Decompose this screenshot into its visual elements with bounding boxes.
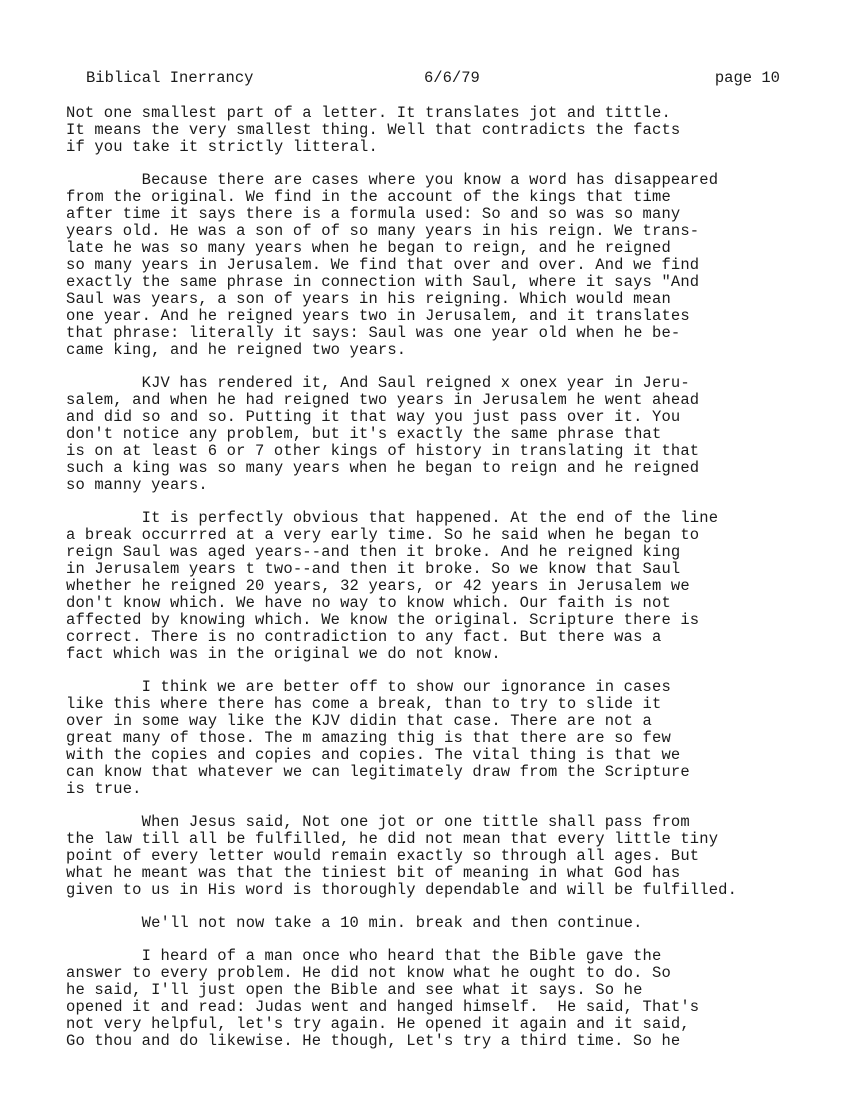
text-line: exactly the same phrase in connection with Saul, where it says "And [66,273,700,291]
text-line: the law till all be fulfilled, he did not mean that every little tiny [66,830,719,848]
text-line: I think we are better off to show our ignorance in cases [66,678,671,696]
text-line: can know that whatever we can legitimately draw from the Scripture [66,763,690,781]
text-line: fact which was in the original we do not know. [66,645,501,663]
paragraph-gap [66,932,806,948]
paragraph [66,915,806,932]
text-line: and did so and so. Putting it that way you just pass over it. You [66,408,681,426]
text-line: don't know which. We have no way to know which. Our faith is not [66,594,671,612]
text-line: reign Saul was aged years--and then it broke. And he reigned king [66,543,681,561]
text-line: Not one smallest part of a letter. It translates jot and tittle. [66,104,671,122]
paragraph-gap [66,663,806,679]
paragraph [66,510,806,663]
text-line: is true. [66,780,142,798]
paragraph-gap [66,798,806,814]
paragraph [66,105,806,156]
paragraph-gap [66,899,806,915]
text-line: with the copies and copies and copies. The vital thing is that we [66,746,681,764]
text-line: that phrase: literally it says: Saul was one year old when he be- [66,324,681,342]
text-line: came king, and he reigned two years. [66,341,407,359]
header-page-number: page 10 [714,69,780,87]
paragraph [66,948,806,1050]
text-line: point of every letter would remain exactly so through all ages. But [66,847,700,865]
text-line: correct. There is no contradiction to any fact. But there was a [66,628,662,646]
text-line: what he meant was that the tiniest bit of meaning in what God has [66,864,681,882]
paragraph [66,814,806,899]
text-line: is on at least 6 or 7 other kings of history in translating it that [66,442,700,460]
text-line: a break occurrred at a very early time. So he said when he began to [66,526,700,544]
paragraph-gap [66,359,806,375]
text-line: KJV has rendered it, And Saul reigned x onex year in Jeru- [66,374,690,392]
text-line: one year. And he reigned years two in Jerusalem, and it translates [66,307,690,325]
text-line: if you take it strictly litteral. [66,138,378,156]
text-line: It means the very smallest thing. Well that contradicts the facts [66,121,681,139]
text-line: over in some way like the KJV didin that case. There are not a [66,712,652,730]
text-line: don't notice any problem, but it's exactly the same phrase that [66,425,662,443]
text-line: given to us in His word is thoroughly dependable and will be fulfilled. [66,881,738,899]
paragraph-gap [66,494,806,510]
text-line: in Jerusalem years t two--and then it broke. So we know that Saul [66,560,681,578]
header-date: 6/6/79 [424,69,480,87]
text-line: whether he reigned 20 years, 32 years, or 42 years in Jerusalem we [66,577,690,595]
paragraph [66,375,806,494]
text-line: like this where there has come a break, than to try to slide it [66,695,662,713]
text-line: he said, I'll just open the Bible and see what it says. So he [66,981,643,999]
page-header [86,70,780,90]
text-line: opened it and read: Judas went and hanged himself. He said, That's [66,998,700,1016]
paragraph [66,172,806,359]
paragraph-gap [66,156,806,172]
text-line: Go thou and do likewise. He though, Let's try a third time. So he [66,1032,681,1050]
text-line: It is perfectly obvious that happened. At the end of the line [66,509,719,527]
text-line: great many of those. The m amazing thig is that there are so few [66,729,671,747]
text-line: so manny years. [66,476,208,494]
text-line: late he was so many years when he began to reign, and he reigned [66,239,671,257]
text-line: not very helpful, let's try again. He opened it again and it said, [66,1015,690,1033]
text-line: salem, and when he had reigned two years in Jerusalem he went ahead [66,391,700,409]
text-line: affected by knowing which. We know the original. Scripture there is [66,611,700,629]
text-line: Saul was years, a son of years in his reigning. Which would mean [66,290,671,308]
text-line: so many years in Jerusalem. We find that over and over. And we find [66,256,700,274]
text-line: I heard of a man once who heard that the Bible gave the [66,947,662,965]
text-line: after time it says there is a formula used: So and so was so many [66,205,681,223]
text-line: Because there are cases where you know a word has disappeared [66,171,719,189]
text-line: answer to every problem. He did not know what he ought to do. So [66,964,671,982]
text-line: When Jesus said, Not one jot or one tittle shall pass from [66,813,690,831]
header-title: Biblical Inerrancy [86,69,254,87]
text-line: years old. He was a son of of so many years in his reign. We trans- [66,222,700,240]
text-line: such a king was so many years when he began to reign and he reigned [66,459,700,477]
text-line: from the original. We find in the account of the kings that time [66,188,671,206]
document-body [66,105,806,1050]
paragraph [66,679,806,798]
text-line: We'll not now take a 10 min. break and then continue. [66,914,643,932]
